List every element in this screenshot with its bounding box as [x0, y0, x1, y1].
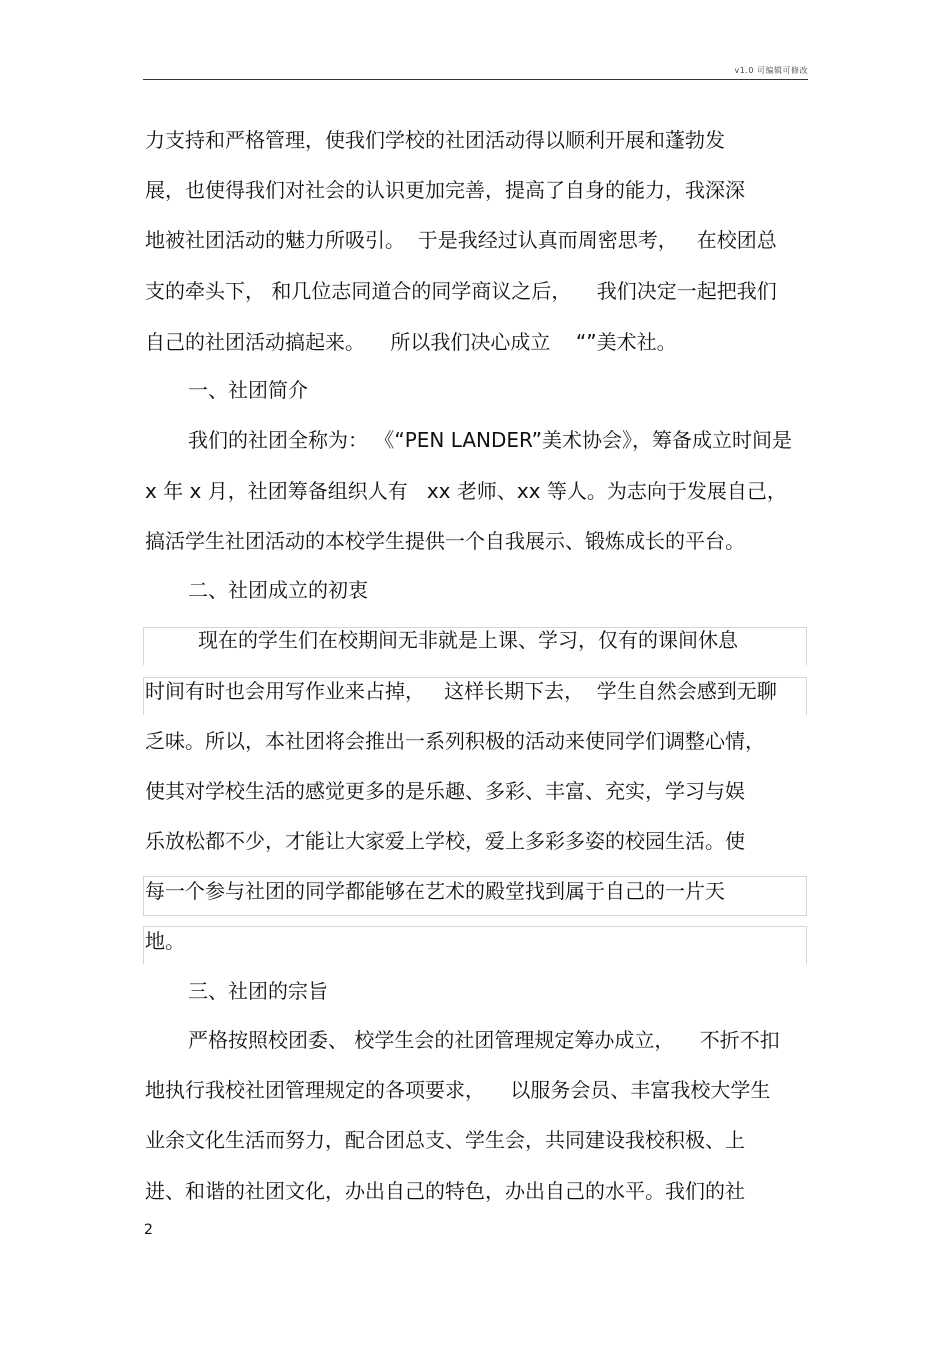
page-number: 2 — [144, 1222, 153, 1238]
section-heading: 二、社团成立的初衷 — [188, 578, 368, 602]
text-line: 时间有时也会用写作业来占掉， 这样长期下去， 学生自然会感到无聊 — [145, 679, 777, 703]
text-line: 搞活学生社团活动的本校学生提供一个自我展示、锻炼成长的平台。 — [145, 529, 745, 553]
text-line: 业余文化生活而努力，配合团总支、学生会，共同建设我校积极、上 — [145, 1128, 745, 1152]
text-line: 自己的社团活动搞起来。 所以我们决心成立 “”美术社。 — [145, 330, 677, 354]
text-line: 严格按照校团委、 校学生会的社团管理规定筹办成立， 不折不扣 — [188, 1028, 780, 1052]
section-heading: 一、社团简介 — [188, 378, 308, 402]
text-line: 支的牵头下， 和几位志同道合的同学商议之后， 我们决定一起把我们 — [145, 279, 777, 303]
text-line: 每一个参与社团的同学都能够在艺术的殿堂找到属于自己的一片天 — [145, 879, 725, 903]
table-box-4 — [143, 926, 807, 964]
text-line: 地执行我校社团管理规定的各项要求， 以服务会员、丰富我校大学生 — [145, 1078, 771, 1102]
text-line: 地。 — [145, 929, 185, 953]
header-version: v1.0 可编辑可修改 — [734, 66, 808, 75]
section-heading: 三、社团的宗旨 — [188, 979, 328, 1003]
text-line: 进、和谐的社团文化，办出自己的特色，办出自己的水平。我们的社 — [145, 1179, 745, 1203]
text-line: 现在的学生们在校期间无非就是上课、学习，仅有的课间休息 — [198, 628, 738, 652]
text-line: x 年 x 月，社团筹备组织人有 xx 老师、xx 等人。为志向于发展自己， — [145, 479, 787, 503]
text-line: 力支持和严格管理，使我们学校的社团活动得以顺利开展和蓬勃发 — [145, 128, 725, 152]
text-line: 使其对学校生活的感觉更多的是乐趣、多彩、丰富、充实，学习与娱 — [145, 779, 745, 803]
text-line: 地被社团活动的魅力所吸引。 于是我经过认真而周密思考， 在校团总 — [145, 228, 777, 252]
text-line: 展，也使得我们对社会的认识更加完善，提高了自身的能力，我深深 — [145, 178, 745, 202]
text-line: 乐放松都不少，才能让大家爱上学校，爱上多彩多姿的校园生活。使 — [145, 829, 745, 853]
text-line: 乏味。所以，本社团将会推出一系列积极的活动来使同学们调整心情， — [145, 729, 765, 753]
text-line: 我们的社团全称为： 《“PEN LANDER”美术协会》，筹备成立时间是 — [188, 428, 792, 452]
header-rule — [143, 79, 808, 80]
